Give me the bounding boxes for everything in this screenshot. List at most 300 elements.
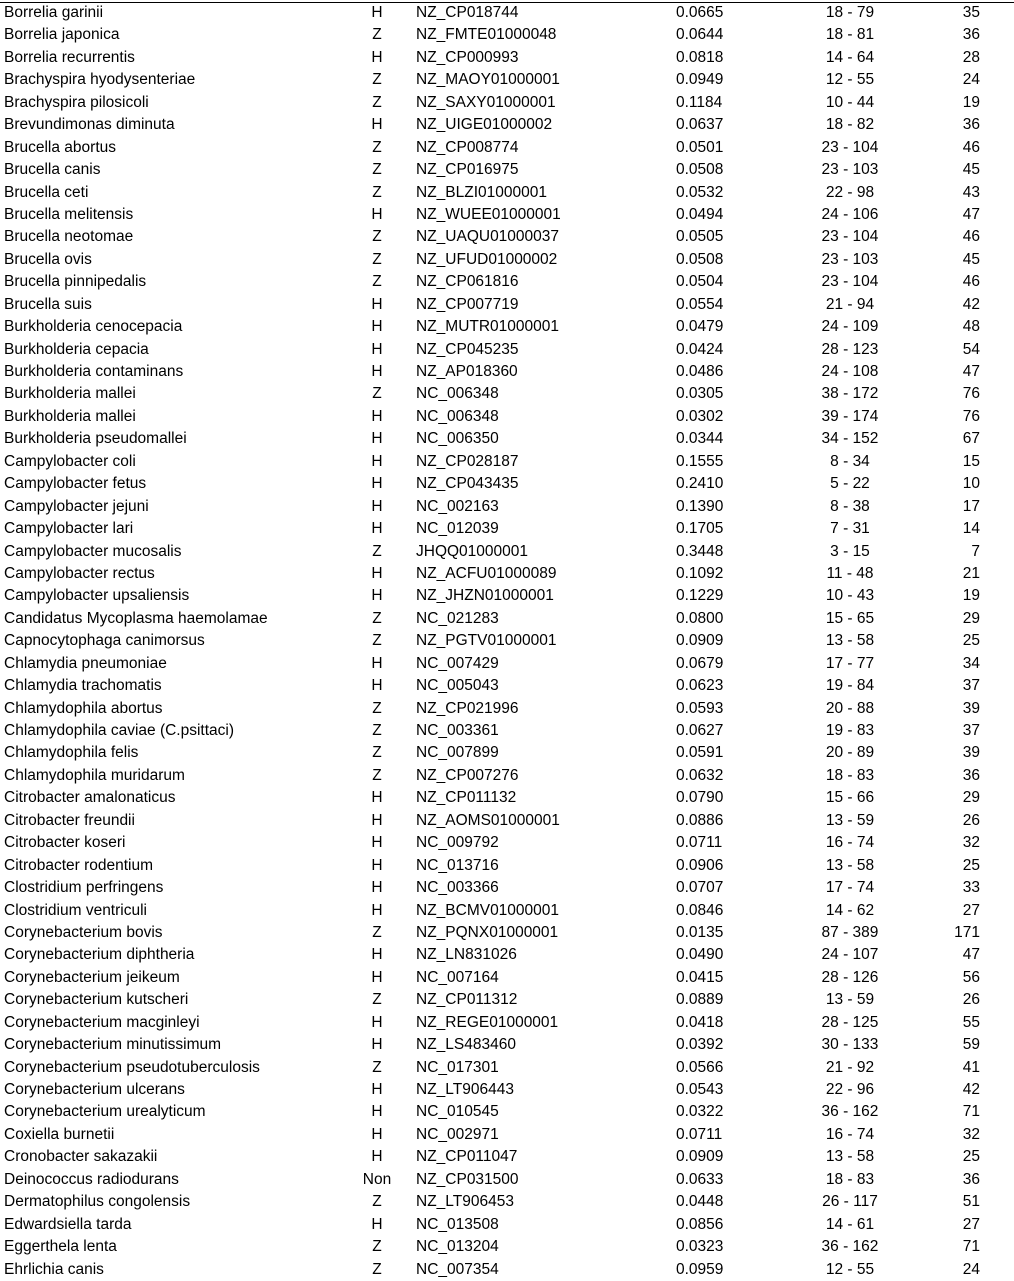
count-range: 8 - 38 <box>830 497 870 515</box>
accession-id: NC_017301 <box>416 1058 499 1076</box>
table-row <box>0 608 1014 630</box>
accession-id: NC_007899 <box>416 744 499 762</box>
table-row <box>0 1079 1014 1101</box>
frequency-value: 0.0490 <box>676 946 724 964</box>
count-value: 26 <box>962 811 980 829</box>
species-name: Citrobacter rodentium <box>4 856 154 874</box>
table-row <box>0 339 1014 361</box>
count-range: 17 - 77 <box>825 654 875 672</box>
species-name: Deinococcus radiodurans <box>4 1170 179 1188</box>
frequency-value: 0.0418 <box>676 1013 724 1031</box>
frequency-value: 0.0593 <box>676 699 724 717</box>
table-row <box>0 361 1014 383</box>
table-row <box>0 944 1014 966</box>
accession-id: NZ_CP000993 <box>416 48 519 66</box>
host-type: Z <box>372 923 382 941</box>
species-name: Chlamydophila abortus <box>4 699 163 717</box>
host-type: H <box>371 48 383 66</box>
accession-id: NC_006348 <box>416 407 499 425</box>
count-value: 56 <box>962 968 980 986</box>
host-type: H <box>371 4 383 21</box>
count-range: 15 - 66 <box>825 789 875 807</box>
accession-id: NC_005043 <box>416 677 499 695</box>
count-value: 34 <box>962 654 980 672</box>
host-type: H <box>371 1125 383 1143</box>
host-type: H <box>371 430 383 448</box>
table-row <box>0 742 1014 764</box>
count-range: 17 - 74 <box>825 879 875 897</box>
frequency-value: 0.0566 <box>676 1058 724 1076</box>
host-type: H <box>371 295 383 313</box>
count-value: 19 <box>962 587 980 605</box>
count-range: 23 - 104 <box>821 273 879 291</box>
accession-id: NZ_SAXY01000001 <box>416 93 556 111</box>
frequency-value: 0.0302 <box>676 407 724 425</box>
count-range: 18 - 79 <box>825 4 875 21</box>
species-name: Campylobacter fetus <box>4 475 147 493</box>
table-row <box>0 541 1014 563</box>
frequency-value: 0.0322 <box>676 1103 724 1121</box>
accession-id: NZ_PQNX01000001 <box>416 923 559 941</box>
host-type: H <box>371 1036 383 1054</box>
count-range: 23 - 103 <box>821 161 879 179</box>
host-type: H <box>371 789 383 807</box>
accession-id: NZ_CP011047 <box>416 1148 518 1166</box>
count-value: 19 <box>962 93 980 111</box>
host-type: H <box>371 520 383 538</box>
table-row <box>0 653 1014 675</box>
host-type: H <box>371 811 383 829</box>
count-range: 11 - 48 <box>826 564 874 582</box>
host-type: Z <box>372 1058 382 1076</box>
table-row <box>0 316 1014 338</box>
frequency-value: 0.0665 <box>676 4 724 21</box>
accession-id: NZ_AP018360 <box>416 363 518 380</box>
table-row <box>0 114 1014 136</box>
species-name: Capnocytophaga canimorsus <box>4 632 205 650</box>
frequency-value: 0.0532 <box>676 183 724 201</box>
frequency-value: 0.0494 <box>676 205 724 223</box>
species-name: Brucella neotomae <box>4 228 134 246</box>
accession-id: NZ_MUTR01000001 <box>416 318 560 336</box>
table-row <box>0 1012 1014 1034</box>
count-value: 37 <box>962 722 980 739</box>
count-range: 14 - 62 <box>825 901 875 919</box>
species-name: Burkholderia cenocepacia <box>4 318 183 336</box>
species-name: Brucella suis <box>4 295 92 313</box>
table-row <box>0 698 1014 720</box>
frequency-value: 0.0800 <box>676 609 724 627</box>
host-type: Non <box>362 1170 392 1188</box>
count-range: 14 - 61 <box>825 1215 875 1233</box>
accession-id: NC_002971 <box>416 1125 499 1143</box>
table-row <box>0 428 1014 450</box>
table-row <box>0 2 1014 24</box>
count-value: 46 <box>962 138 980 156</box>
frequency-value: 0.0504 <box>676 273 724 291</box>
species-name: Corynebacterium jeikeum <box>4 968 180 986</box>
accession-id: NZ_REGE01000001 <box>416 1013 559 1031</box>
count-range: 20 - 89 <box>825 744 875 762</box>
frequency-value: 0.0479 <box>676 318 724 336</box>
table-row <box>0 47 1014 69</box>
frequency-value: 0.0448 <box>676 1193 724 1211</box>
frequency-value: 0.0591 <box>676 744 724 762</box>
species-name: Citrobacter freundii <box>4 811 135 829</box>
species-name: Dermatophilus congolensis <box>4 1193 191 1211</box>
count-value: 43 <box>962 183 980 201</box>
accession-id: NZ_CP031500 <box>416 1170 519 1188</box>
table-row <box>0 832 1014 854</box>
species-name: Brucella ceti <box>4 183 89 201</box>
table-row <box>0 226 1014 248</box>
count-range: 23 - 104 <box>821 228 879 246</box>
species-name: Burkholderia mallei <box>4 385 136 403</box>
species-name: Edwardsiella tarda <box>4 1215 132 1233</box>
frequency-value: 0.0846 <box>676 901 724 919</box>
table-row <box>0 1146 1014 1168</box>
table-row <box>0 900 1014 922</box>
host-type: Z <box>372 609 382 627</box>
accession-id: NZ_CP043435 <box>416 475 519 493</box>
species-name: Burkholderia mallei <box>4 407 136 425</box>
table-row <box>0 92 1014 114</box>
count-value: 45 <box>962 250 980 268</box>
host-type: Z <box>372 1260 382 1278</box>
accession-id: NC_003361 <box>416 722 499 739</box>
count-range: 38 - 172 <box>821 385 879 403</box>
accession-id: NZ_CP018744 <box>416 4 519 21</box>
count-value: 76 <box>962 407 980 425</box>
count-range: 39 - 174 <box>821 407 879 425</box>
count-range: 36 - 162 <box>821 1238 879 1256</box>
frequency-value: 0.1092 <box>676 564 724 582</box>
accession-id: NZ_LT906453 <box>416 1193 514 1211</box>
count-range: 22 - 98 <box>825 183 875 201</box>
table-row <box>0 383 1014 405</box>
count-range: 21 - 92 <box>825 1058 875 1076</box>
accession-id: NZ_BLZI01000001 <box>416 183 547 201</box>
count-range: 30 - 133 <box>821 1036 879 1054</box>
frequency-value: 0.0679 <box>676 654 724 672</box>
accession-id: NC_007164 <box>416 968 499 986</box>
count-value: 45 <box>962 161 980 179</box>
accession-id: NZ_CP016975 <box>416 161 519 179</box>
accession-id: NZ_LS483460 <box>416 1036 516 1054</box>
species-name: Corynebacterium bovis <box>4 923 163 941</box>
count-range: 16 - 74 <box>825 1125 875 1143</box>
frequency-value: 0.1184 <box>676 93 723 111</box>
count-range: 18 - 82 <box>825 116 875 134</box>
table-row <box>0 271 1014 293</box>
count-value: 47 <box>962 946 980 964</box>
species-name: Corynebacterium pseudotuberculosis <box>4 1058 260 1076</box>
accession-id: NZ_CP007276 <box>416 766 519 784</box>
species-name: Campylobacter upsaliensis <box>4 587 190 605</box>
frequency-value: 0.0135 <box>676 923 724 941</box>
frequency-value: 0.0508 <box>676 250 724 268</box>
host-type: H <box>371 1103 383 1121</box>
table-row <box>0 720 1014 742</box>
table-row <box>0 1057 1014 1079</box>
count-range: 24 - 109 <box>821 318 879 336</box>
count-value: 46 <box>962 228 980 246</box>
count-range: 10 - 44 <box>825 93 875 111</box>
species-name: Coxiella burnetii <box>4 1125 115 1143</box>
count-value: 29 <box>962 609 980 627</box>
host-type: H <box>371 879 383 897</box>
count-value: 71 <box>962 1238 980 1256</box>
count-range: 23 - 104 <box>821 138 879 156</box>
host-type: Z <box>372 722 382 739</box>
count-value: 42 <box>962 295 980 313</box>
host-type: Z <box>372 273 382 291</box>
count-value: 15 <box>962 452 980 470</box>
species-name: Eggerthela lenta <box>4 1238 117 1256</box>
count-range: 13 - 59 <box>825 991 875 1009</box>
count-value: 33 <box>962 879 980 897</box>
frequency-value: 0.2410 <box>676 475 724 493</box>
host-type: H <box>371 968 383 986</box>
count-value: 171 <box>954 923 980 941</box>
accession-id: NZ_LN831026 <box>416 946 517 964</box>
host-type: H <box>371 1081 383 1098</box>
table-row <box>0 69 1014 91</box>
accession-id: NZ_CP011132 <box>416 789 517 807</box>
host-type: Z <box>372 1193 382 1211</box>
species-name: Citrobacter amalonaticus <box>4 789 176 807</box>
count-range: 19 - 84 <box>825 677 875 695</box>
species-name: Chlamydia pneumoniae <box>4 654 167 672</box>
count-range: 18 - 83 <box>825 1170 875 1188</box>
host-type: H <box>371 834 383 852</box>
count-range: 87 - 389 <box>821 923 879 941</box>
species-name: Campylobacter lari <box>4 520 134 538</box>
count-range: 18 - 83 <box>825 766 875 784</box>
frequency-value: 0.0949 <box>676 71 724 89</box>
table-row <box>0 765 1014 787</box>
accession-id: NZ_FMTE01000048 <box>416 26 557 44</box>
host-type: H <box>371 946 383 964</box>
table-row <box>0 967 1014 989</box>
species-name: Campylobacter mucosalis <box>4 542 182 560</box>
count-value: 48 <box>962 318 980 336</box>
host-type: Z <box>372 542 382 560</box>
frequency-value: 0.0505 <box>676 228 724 246</box>
count-value: 39 <box>962 744 980 762</box>
host-type: H <box>371 856 383 874</box>
accession-id: NC_012039 <box>416 520 499 538</box>
frequency-value: 0.0959 <box>676 1260 724 1278</box>
accession-id: NZ_CP021996 <box>416 699 519 717</box>
host-type: H <box>371 340 383 358</box>
host-type: H <box>371 407 383 425</box>
frequency-value: 0.1555 <box>676 452 724 470</box>
table-row <box>0 24 1014 46</box>
species-name: Brachyspira pilosicoli <box>4 93 149 111</box>
accession-id: NZ_CP045235 <box>416 340 519 358</box>
count-value: 35 <box>962 4 980 21</box>
count-range: 8 - 34 <box>830 452 870 470</box>
frequency-value: 0.0543 <box>676 1081 724 1098</box>
frequency-value: 0.0344 <box>676 430 724 448</box>
host-type: H <box>371 452 383 470</box>
frequency-value: 0.0909 <box>676 1148 724 1166</box>
host-type: Z <box>372 228 382 246</box>
species-name: Chlamydia trachomatis <box>4 677 162 695</box>
count-value: 14 <box>962 520 980 538</box>
table-row <box>0 1169 1014 1191</box>
table-row <box>0 204 1014 226</box>
accession-id: NC_006350 <box>416 430 499 448</box>
species-name: Burkholderia cepacia <box>4 340 149 358</box>
host-type: H <box>371 901 383 919</box>
host-type: H <box>371 318 383 336</box>
accession-id: JHQQ01000001 <box>416 542 529 560</box>
table-row <box>0 1259 1014 1281</box>
frequency-value: 0.0323 <box>676 1238 724 1256</box>
accession-id: NZ_MAOY01000001 <box>416 71 560 89</box>
count-range: 28 - 125 <box>821 1013 879 1031</box>
species-name: Clostridium perfringens <box>4 879 164 897</box>
frequency-value: 0.0790 <box>676 789 724 807</box>
count-value: 26 <box>962 991 980 1009</box>
species-name: Chlamydophila caviae (C.psittaci) <box>4 722 235 739</box>
accession-id: NZ_UAQU01000037 <box>416 228 560 246</box>
host-type: Z <box>372 138 382 156</box>
table-row <box>0 787 1014 809</box>
count-value: 47 <box>962 363 980 380</box>
accession-id: NC_007429 <box>416 654 499 672</box>
species-name: Clostridium ventriculi <box>4 901 147 919</box>
table-row <box>0 249 1014 271</box>
table-row <box>0 518 1014 540</box>
accession-id: NZ_CP008774 <box>416 138 519 156</box>
frequency-value: 0.0486 <box>676 363 724 380</box>
frequency-value: 0.0909 <box>676 632 724 650</box>
host-type: H <box>371 1215 383 1233</box>
frequency-value: 0.0906 <box>676 856 724 874</box>
frequency-value: 0.0637 <box>676 116 724 134</box>
species-name: Corynebacterium minutissimum <box>4 1036 222 1054</box>
count-value: 36 <box>962 116 980 134</box>
count-range: 20 - 88 <box>825 699 875 717</box>
host-type: Z <box>372 766 382 784</box>
count-value: 27 <box>962 1215 980 1233</box>
count-range: 21 - 94 <box>825 295 875 313</box>
accession-id: NZ_PGTV01000001 <box>416 632 557 650</box>
species-name: Brevundimonas diminuta <box>4 116 175 134</box>
table-row <box>0 877 1014 899</box>
species-name: Borrelia recurrentis <box>4 48 135 66</box>
count-value: 27 <box>962 901 980 919</box>
table-row <box>0 563 1014 585</box>
species-name: Brucella ovis <box>4 250 92 268</box>
count-value: 25 <box>962 856 980 874</box>
count-value: 39 <box>962 699 980 717</box>
table-row <box>0 182 1014 204</box>
host-type: H <box>371 497 383 515</box>
table-row <box>0 451 1014 473</box>
count-value: 10 <box>962 475 980 493</box>
frequency-value: 0.0424 <box>676 340 724 358</box>
count-value: 25 <box>962 1148 980 1166</box>
table-row <box>0 922 1014 944</box>
host-type: H <box>371 116 383 134</box>
host-type: H <box>371 1148 383 1166</box>
table-row <box>0 630 1014 652</box>
host-type: Z <box>372 161 382 179</box>
count-value: 21 <box>962 564 980 582</box>
species-name: Campylobacter rectus <box>4 564 155 582</box>
table-row <box>0 585 1014 607</box>
count-value: 17 <box>962 497 980 515</box>
accession-id: NZ_LT906443 <box>416 1081 514 1098</box>
host-type: Z <box>372 250 382 268</box>
table-row <box>0 989 1014 1011</box>
count-value: 46 <box>962 273 980 291</box>
host-type: H <box>371 564 383 582</box>
table-row <box>0 675 1014 697</box>
count-value: 67 <box>962 430 980 448</box>
host-type: H <box>371 677 383 695</box>
count-value: 28 <box>962 48 980 66</box>
species-name: Campylobacter jejuni <box>4 497 149 515</box>
host-type: Z <box>372 93 382 111</box>
count-range: 24 - 107 <box>821 946 879 964</box>
count-range: 12 - 55 <box>825 1260 875 1278</box>
data-table <box>0 2 1014 1281</box>
frequency-value: 0.0856 <box>676 1215 724 1233</box>
table-row <box>0 810 1014 832</box>
table-row <box>0 1124 1014 1146</box>
count-range: 18 - 81 <box>825 26 875 44</box>
accession-id: NZ_UIGE01000002 <box>416 116 553 134</box>
host-type: Z <box>372 744 382 762</box>
accession-id: NC_002163 <box>416 497 499 515</box>
species-name: Brucella abortus <box>4 138 117 156</box>
accession-id: NZ_AOMS01000001 <box>416 811 560 829</box>
host-type: H <box>371 587 383 605</box>
count-range: 13 - 58 <box>825 856 875 874</box>
count-range: 10 - 43 <box>825 587 875 605</box>
species-name: Ehrlichia canis <box>4 1260 104 1278</box>
count-value: 25 <box>962 632 980 650</box>
count-value: 24 <box>962 1260 980 1278</box>
count-range: 5 - 22 <box>830 475 870 493</box>
count-value: 29 <box>962 789 980 807</box>
frequency-value: 0.0392 <box>676 1036 724 1054</box>
host-type: Z <box>372 385 382 403</box>
count-range: 13 - 59 <box>825 811 875 829</box>
table-row <box>0 1034 1014 1056</box>
species-name: Citrobacter koseri <box>4 834 126 852</box>
frequency-value: 0.0711 <box>676 834 723 852</box>
table-row <box>0 406 1014 428</box>
count-value: 32 <box>962 834 980 852</box>
frequency-value: 0.0508 <box>676 161 724 179</box>
count-value: 51 <box>962 1193 980 1211</box>
accession-id: NC_013508 <box>416 1215 499 1233</box>
count-range: 14 - 64 <box>825 48 875 66</box>
count-range: 28 - 123 <box>821 340 879 358</box>
count-value: 36 <box>962 1170 980 1188</box>
frequency-value: 0.0305 <box>676 385 724 403</box>
species-name: Candidatus Mycoplasma haemolamae <box>4 609 268 627</box>
frequency-value: 0.1229 <box>676 587 724 605</box>
species-name: Borrelia japonica <box>4 26 120 44</box>
count-value: 24 <box>962 71 980 89</box>
